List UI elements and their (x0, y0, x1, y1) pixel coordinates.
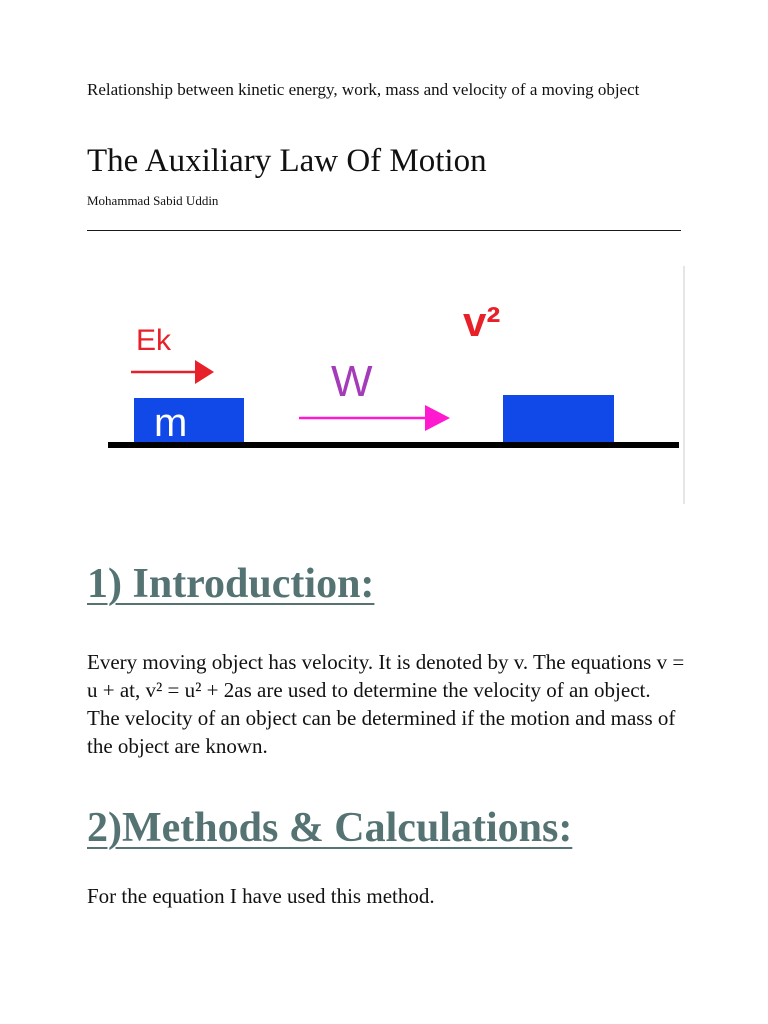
introduction-heading: 1) Introduction: (87, 561, 375, 607)
kinetic-energy-label: Ek (136, 324, 172, 357)
moved-block (503, 395, 614, 443)
methods-heading: 2)Methods & Calculations: (87, 805, 573, 851)
mass-block (134, 398, 244, 443)
motion-diagram-svg (87, 262, 687, 506)
work-label: W (331, 357, 373, 406)
mass-label: m (154, 401, 188, 445)
velocity-squared-label: v² (463, 298, 501, 345)
kinetic-energy-arrow-head (195, 360, 214, 384)
document-subtitle: Relationship between kinetic energy, work, mass and velocity of a moving object (87, 80, 640, 99)
motion-diagram (87, 262, 687, 506)
work-arrow-head (425, 405, 450, 431)
methods-text: For the equation I have used this method. (87, 884, 435, 908)
introduction-text: Every moving object has velocity. It is denoted by v. The equations v = u + at, v² = u² + 2as are used to determine the velocity of an object. The velocity of an object can be determined if the motion and mass of the object are known. (87, 650, 685, 758)
title-divider (87, 230, 681, 231)
document-title: The Auxiliary Law Of Motion (87, 143, 487, 179)
author-name: Mohammad Sabid Uddin (87, 193, 219, 208)
